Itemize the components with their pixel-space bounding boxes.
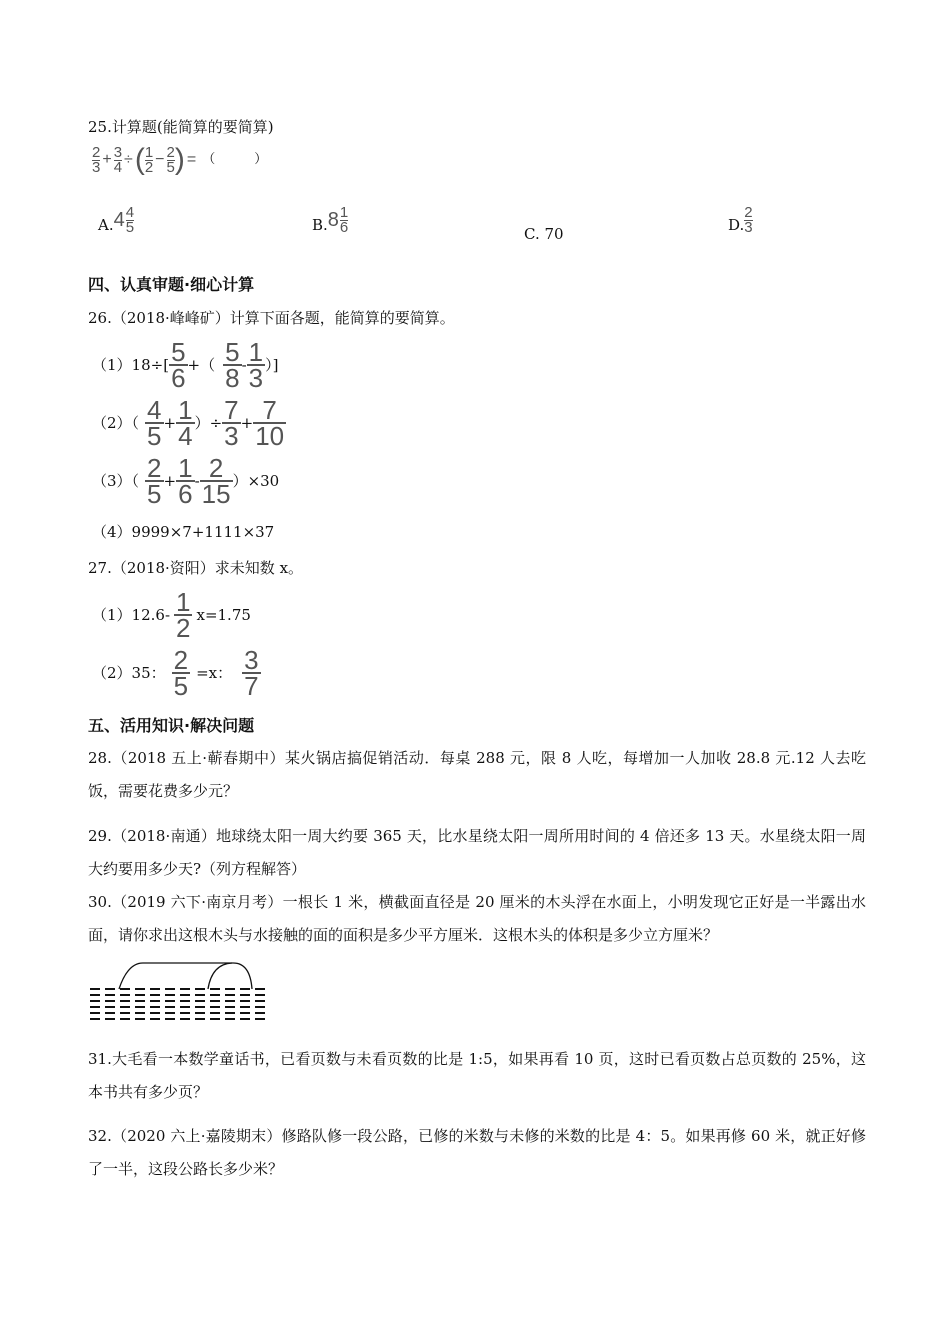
water-dash bbox=[105, 994, 115, 996]
plus-sign: + bbox=[240, 414, 254, 432]
option-a-label: A. bbox=[98, 216, 114, 234]
water-dash bbox=[225, 1018, 235, 1020]
water-dash bbox=[240, 1000, 250, 1002]
water-dash bbox=[255, 988, 265, 990]
water-dash bbox=[255, 1018, 265, 1020]
water-dash bbox=[210, 1000, 220, 1002]
water-dash bbox=[255, 1000, 265, 1002]
q26-part4: （4）9999×7+1111×37 bbox=[92, 523, 275, 541]
water-dash bbox=[180, 988, 190, 990]
log-outline bbox=[119, 963, 252, 989]
fraction: $\frac{7}{10}$ bbox=[255, 395, 285, 451]
water-dash bbox=[135, 1006, 145, 1008]
minus-sign: − bbox=[155, 151, 165, 168]
text: ）] bbox=[265, 356, 279, 374]
water-dash bbox=[195, 994, 205, 996]
q31-text: 31.大毛看一本数学童话书，已看页数与未看页数的比是 1:5，如果再看 10 页，这时已看页数占总页数的 25%，这本书共有多少页？ bbox=[88, 1050, 866, 1101]
water-dash bbox=[165, 988, 175, 990]
water-dash bbox=[105, 1006, 115, 1008]
fraction: $\frac{1}{4}$ bbox=[178, 395, 193, 451]
option-d bbox=[728, 206, 753, 235]
fraction: $\frac{2}{5}$ bbox=[147, 453, 162, 509]
minus-sign: - bbox=[194, 472, 200, 490]
water-dash bbox=[195, 1012, 205, 1014]
fraction: $\frac{5}{6}$ bbox=[171, 337, 186, 393]
water-dash bbox=[120, 1018, 130, 1020]
left-paren: ( bbox=[134, 143, 145, 176]
minus-sign: - bbox=[241, 356, 247, 374]
water-dash bbox=[180, 1000, 190, 1002]
water-dash bbox=[210, 988, 220, 990]
water-dash bbox=[120, 988, 130, 990]
water-dash bbox=[165, 994, 175, 996]
divide-sign: ÷ bbox=[124, 151, 133, 168]
q32-text: 32.（2020 六上·嘉陵期末）修路队修一段公路，已修的米数与未修的米数的比是 4：5。如果再修 60 米，就正好修了一半，这段公路长多少米？ bbox=[88, 1127, 866, 1178]
fraction: $\frac{1}{3}$ bbox=[248, 337, 264, 393]
fraction: $\frac{2}{3}$ bbox=[744, 204, 753, 236]
text: （2）（ bbox=[92, 414, 140, 432]
water-dash bbox=[180, 1006, 190, 1008]
plus-sign: + bbox=[163, 414, 177, 432]
water-dash bbox=[150, 994, 160, 996]
water-dash bbox=[210, 994, 220, 996]
equals-sign: = bbox=[186, 151, 197, 168]
plus-sign: + bbox=[102, 151, 112, 168]
water-dash bbox=[225, 1000, 235, 1002]
water-dash bbox=[105, 988, 115, 990]
water-dash bbox=[210, 1006, 220, 1008]
fraction: $\frac{2}{3}$ bbox=[92, 143, 101, 176]
right-paren: ) bbox=[174, 143, 185, 176]
mixed-number: 8 $\frac{1}{6}$ bbox=[327, 204, 349, 236]
fraction: $\frac{2}{15}$ bbox=[201, 453, 231, 509]
text: （1）18÷[ bbox=[92, 356, 170, 374]
water-dash bbox=[255, 1006, 265, 1008]
q29-text: 29.（2018·南通）地球绕太阳一周大约要 365 天，比水星绕太阳一周所用时间的 4 倍还多 13 天。水星绕太阳一周大约要用多少天?（列方程解答） bbox=[88, 827, 866, 878]
plus-sign: + bbox=[163, 472, 177, 490]
mixed-number: 4 $\frac{4}{5}$ bbox=[113, 204, 135, 236]
water-dash bbox=[165, 1012, 175, 1014]
q27-part1 bbox=[92, 587, 251, 643]
water-dash bbox=[120, 1000, 130, 1002]
water-dash bbox=[135, 1012, 145, 1014]
answer-blank: （ ） bbox=[202, 152, 268, 167]
water-dash bbox=[225, 1012, 235, 1014]
text: =x： bbox=[196, 664, 233, 682]
water-dash bbox=[195, 1018, 205, 1020]
water-dash bbox=[240, 1012, 250, 1014]
water-dash bbox=[225, 994, 235, 996]
text: +（ bbox=[187, 356, 216, 374]
water-lines bbox=[90, 988, 100, 1020]
water-dash bbox=[120, 1006, 130, 1008]
water-dash bbox=[135, 1018, 145, 1020]
water-dash bbox=[135, 994, 145, 996]
floating-log-illustration bbox=[86, 958, 276, 1028]
q25-expression bbox=[92, 145, 267, 175]
option-b bbox=[312, 206, 348, 235]
water-dash bbox=[105, 1018, 115, 1020]
fraction: $\frac{2}{5}$ bbox=[166, 143, 175, 176]
water-dash bbox=[240, 988, 250, 990]
option-b-label: B. bbox=[312, 216, 328, 234]
water-dash bbox=[135, 988, 145, 990]
text: （2）35： bbox=[92, 664, 166, 682]
water-dash bbox=[195, 1006, 205, 1008]
q25-title: 25.计算题(能简算的要简算) bbox=[88, 118, 274, 136]
q30-text: 30.（2019 六下·南京月考）一根长 1 米，横截面直径是 20 厘米的木头浮在水面上，小明发现它正好是一半露出水面，请你求出这根木头与水接触的面的面积是多少平方厘米．这根木头的体积是多少立方厘米？ bbox=[88, 893, 866, 944]
water-dash bbox=[255, 994, 265, 996]
fraction: $\frac{3}{4}$ bbox=[113, 143, 123, 176]
fraction: $\frac{3}{7}$ bbox=[244, 645, 259, 701]
fraction: $\frac{5}{8}$ bbox=[225, 337, 240, 393]
q26-part3 bbox=[92, 453, 280, 509]
log-end-arc bbox=[208, 963, 232, 989]
water-dash bbox=[195, 1000, 205, 1002]
water-dash bbox=[210, 1012, 220, 1014]
q28-text: 28.（2018 五上·蕲春期中）某火锅店搞促销活动．每桌 288 元，限 8 人吃，每增加一人加收 28.8 元.12 人去吃饭，需要花费多少元？ bbox=[88, 749, 866, 800]
water-dash bbox=[225, 1006, 235, 1008]
water-dash bbox=[150, 988, 160, 990]
water-dash bbox=[180, 994, 190, 996]
water-dash bbox=[165, 1006, 175, 1008]
fraction: $\frac{4}{5}$ bbox=[147, 395, 162, 451]
water-dash bbox=[135, 1000, 145, 1002]
water-dash bbox=[255, 1012, 265, 1014]
water-dash bbox=[165, 1018, 175, 1020]
water-dash bbox=[105, 1000, 115, 1002]
water-dash bbox=[180, 1018, 190, 1020]
water-dash bbox=[240, 1006, 250, 1008]
fraction: $\frac{2}{5}$ bbox=[173, 645, 189, 701]
water-dash bbox=[150, 1006, 160, 1008]
water-dash bbox=[225, 988, 235, 990]
q26-part1 bbox=[92, 337, 279, 393]
water-dash bbox=[165, 1000, 175, 1002]
section-heading: 四、认真审题·细心计算 bbox=[88, 275, 255, 294]
fraction: $\frac{7}{3}$ bbox=[224, 395, 239, 451]
fraction: $\frac{1}{2}$ bbox=[144, 143, 154, 176]
option-c: C. 70 bbox=[524, 225, 564, 243]
text: x=1.75 bbox=[196, 606, 251, 624]
fraction: $\frac{1}{6}$ bbox=[178, 453, 193, 509]
water-dash bbox=[180, 1012, 190, 1014]
water-dash bbox=[105, 1012, 115, 1014]
water-dash bbox=[240, 994, 250, 996]
water-dash bbox=[240, 1018, 250, 1020]
text: （1）12.6- bbox=[92, 606, 171, 624]
section-heading: 五、活用知识·解决问题 bbox=[88, 716, 255, 735]
water-dash bbox=[120, 1012, 130, 1014]
q27-title: 27.（2018·资阳）求未知数 x。 bbox=[88, 559, 304, 577]
water-dash bbox=[120, 994, 130, 996]
water-dash bbox=[195, 988, 205, 990]
water-dash bbox=[210, 1018, 220, 1020]
water-dash bbox=[150, 1012, 160, 1014]
water-dash bbox=[150, 1018, 160, 1020]
q26-title: 26.（2018·峰峰矿）计算下面各题，能简算的要简算。 bbox=[88, 309, 455, 327]
text: ）×30 bbox=[232, 472, 280, 490]
option-d-label: D. bbox=[728, 216, 745, 234]
text: ）÷ bbox=[194, 414, 223, 432]
option-a bbox=[98, 206, 134, 235]
q26-part2 bbox=[92, 395, 286, 451]
fraction: $\frac{1}{2}$ bbox=[176, 587, 191, 643]
text: （3）（ bbox=[92, 472, 140, 490]
water-dash bbox=[150, 1000, 160, 1002]
q27-part2 bbox=[92, 645, 261, 701]
